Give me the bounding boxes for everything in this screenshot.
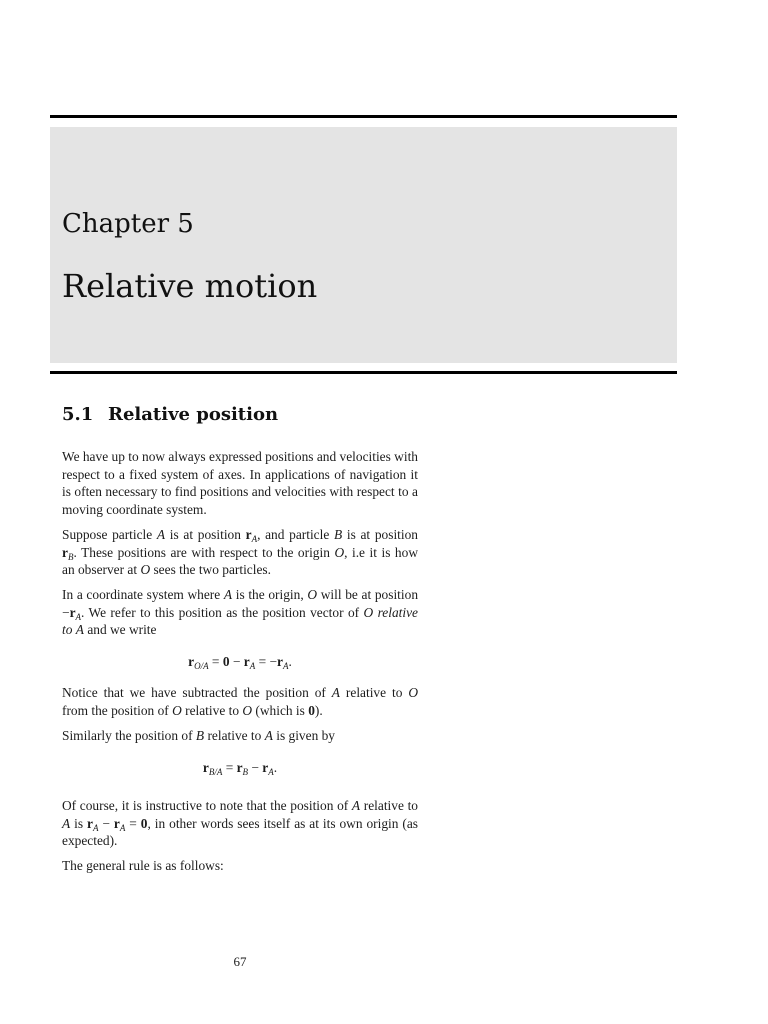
chapter-top-rule — [50, 115, 677, 118]
equation-r-b-a: $r_{B/A} = r_B - r_A$. — [202, 760, 278, 777]
paragraph-2 — [62, 526, 418, 579]
paragraph-text: Similarly the position of B relative to A is given by — [62, 728, 336, 743]
paragraph-text: In a coordinate system where A is the origin, O will be at position $-r_A$. We refer to this position as the position vector of O relative to A and we write — [62, 587, 419, 638]
page-number: 67 — [233, 954, 247, 969]
paragraph-6 — [62, 797, 418, 850]
section-number: 5.1 — [62, 404, 94, 425]
chapter-title: Relative motion — [62, 267, 318, 305]
section-heading — [62, 404, 278, 425]
paragraph-5 — [62, 727, 418, 745]
paragraph-4 — [62, 684, 418, 719]
chapter-label: Chapter 5 — [62, 209, 194, 239]
paragraph-1 — [62, 448, 418, 518]
chapter-bottom-rule — [50, 371, 677, 374]
equation-r-o-a: $r_{O/A} = 0 - r_A = -r_A$. — [188, 654, 292, 671]
paragraph-text: Of course, it is instructive to note that the position of A relative to A is $r_A - r_A = 0$, in other words sees itself as at its own origin (as expected). — [62, 798, 419, 849]
paragraph-text: Suppose particle A is at position $r_A$, and particle B is at position $r_B$. These positions are with respect to the origin O, i.e it is how an observer at O sees the two particles. — [62, 527, 418, 578]
paragraph-text: We have up to now always expressed positions and velocities with respect to a fixed system of axes. In applications of navigation it is often necessary to find positions and velocities with respect to a moving coordinate system. — [62, 449, 418, 517]
paragraph-7 — [62, 857, 418, 875]
chapter-header — [50, 127, 677, 363]
section-title: Relative position — [108, 404, 279, 425]
paragraph-text: The general rule is as follows: — [62, 858, 224, 873]
paragraph-3 — [62, 586, 418, 639]
paragraph-text: Notice that we have subtracted the position of A relative to O from the position of O relative to O (which is 0). — [62, 685, 419, 718]
